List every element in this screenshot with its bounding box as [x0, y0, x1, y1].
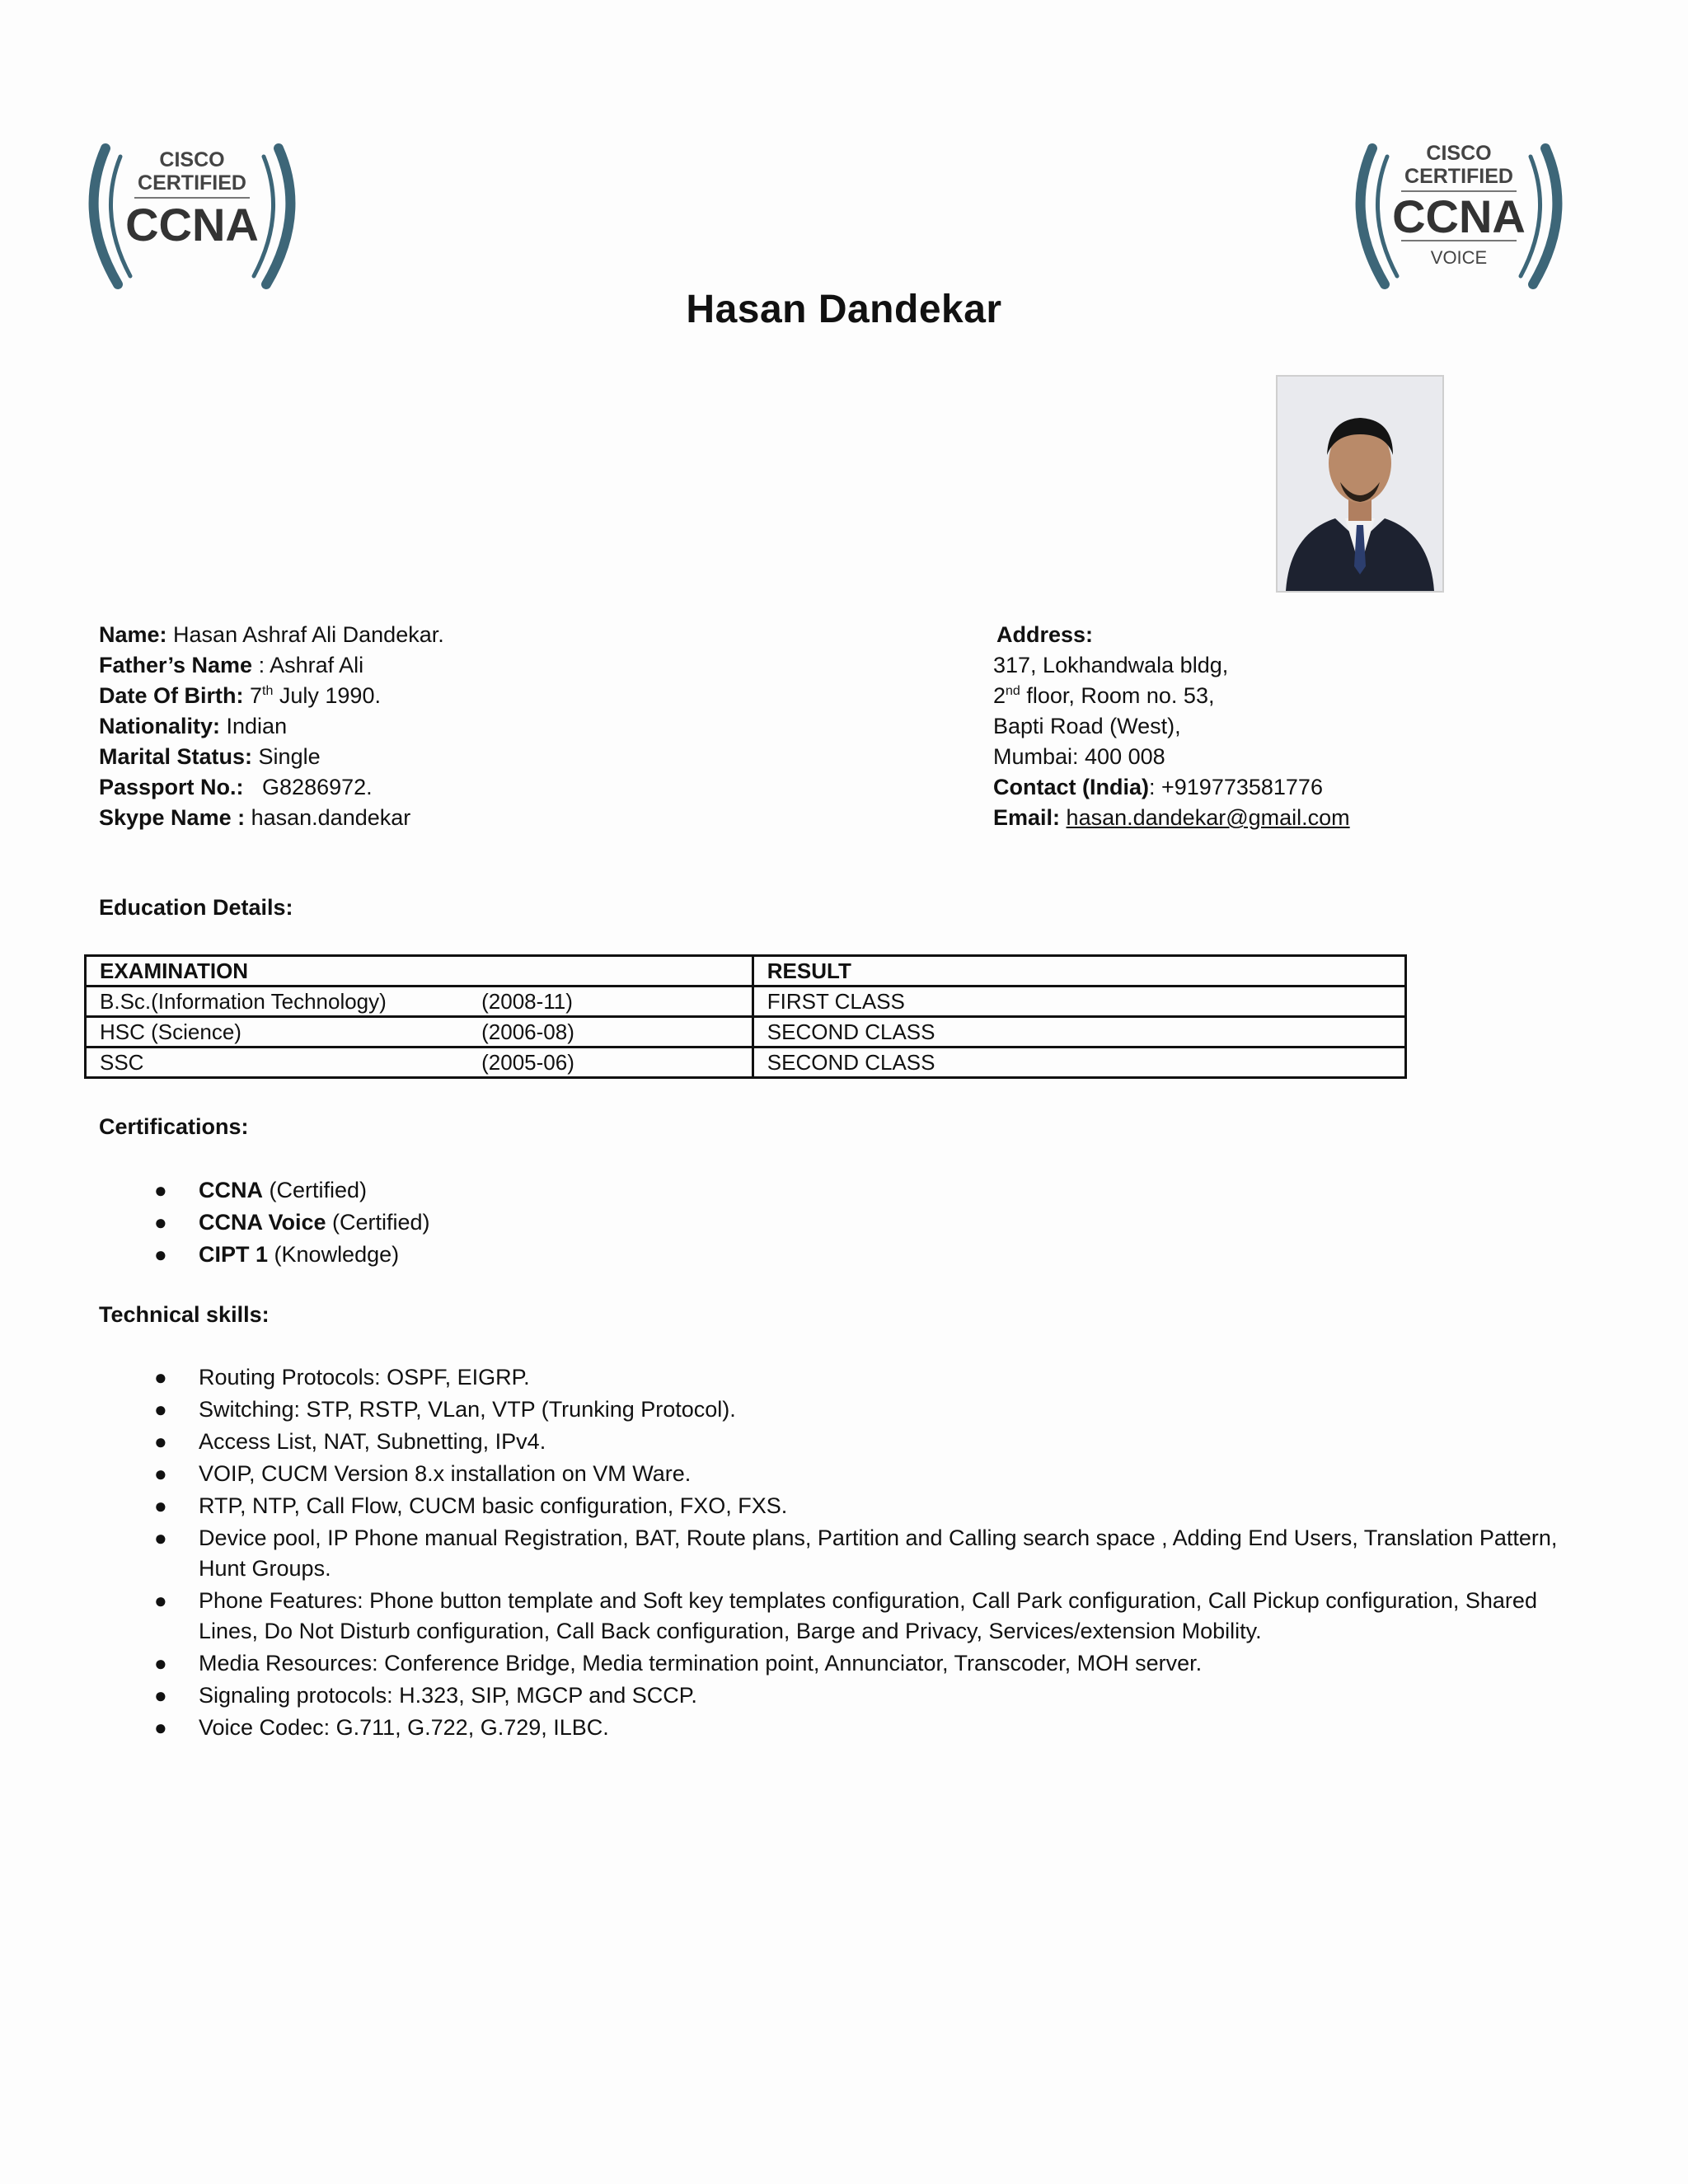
marital-status-row: Marital Status: Single [99, 744, 321, 769]
list-item: ● Signaling protocols: H.323, SIP, MGCP and SCCP. [199, 1680, 1592, 1711]
table-row: SSC (2005-06) SECOND CLASS [86, 1047, 1406, 1078]
table-header-row [86, 956, 1406, 987]
list-item: ● Routing Protocols: OSPF, EIGRP. [199, 1362, 1592, 1393]
contact-row: Contact (India): +919773581776 [993, 775, 1323, 799]
personal-details [99, 620, 444, 833]
dob-row: Date Of Birth: 7th July 1990. [99, 683, 381, 708]
logo-right-main: CCNA [1392, 190, 1526, 242]
laurel-right-icon [1521, 148, 1557, 284]
logo-right-line2: CERTIFIED [1404, 165, 1513, 188]
candidate-name-title: Hasan Dandekar [686, 288, 1002, 331]
laurel-right-icon [254, 148, 290, 284]
logo-right-line1: CISCO [1426, 142, 1492, 165]
address-line1: 317, Lokhandwala bldg, [993, 653, 1229, 677]
bullet-icon: ● [154, 1526, 167, 1550]
profile-photo [1276, 375, 1444, 593]
email-row: Email: hasan.dandekar@gmail.com [993, 805, 1350, 830]
bullet-icon: ● [154, 1178, 167, 1202]
bullet-icon: ● [154, 1429, 167, 1454]
address-line2: 2nd floor, Room no. 53, [993, 683, 1215, 708]
bullet-icon: ● [154, 1210, 167, 1235]
header-examination: EXAMINATION [86, 956, 469, 987]
list-item: ● Switching: STP, RSTP, VLan, VTP (Trunking Protocol). [199, 1394, 1592, 1425]
list-item: ● Phone Features: Phone button template and Soft key templates configuration, Call Park configuration, Call Pickup configuration, Shared Lines, Do Not Disturb configuration, Call Back configuration, Barge and Privacy, Services/extension Mobility. [199, 1586, 1592, 1647]
certifications-heading: Certifications: [99, 1114, 249, 1139]
education-heading: Education Details: [99, 895, 293, 920]
bullet-icon: ● [154, 1588, 167, 1613]
list-item: ● Voice Codec: G.711, G.722, G.729, ILBC. [199, 1713, 1592, 1743]
logo-left-main: CCNA [125, 199, 259, 251]
technical-skills-list [154, 1362, 1592, 1745]
logo-left-line1: CISCO [159, 148, 225, 171]
father-name-row: Father’s Name : Ashraf Ali [99, 653, 364, 677]
address-line4: Mumbai: 400 008 [993, 744, 1165, 769]
bullet-icon: ● [154, 1461, 167, 1486]
list-item: ● Access List, NAT, Subnetting, IPv4. [199, 1427, 1592, 1457]
logo-right-sub: VOICE [1430, 247, 1488, 268]
skype-row: Skype Name : hasan.dandekar [99, 805, 411, 830]
bullet-icon: ● [154, 1397, 167, 1422]
bullet-icon: ● [154, 1651, 167, 1675]
list-item: ● CCNA Voice (Certified) [199, 1207, 430, 1238]
address-block [993, 620, 1350, 833]
bullet-icon: ● [154, 1683, 167, 1708]
table-row: B.Sc.(Information Technology) (2008-11) FIRST CLASS [86, 987, 1406, 1017]
logo-left-line2: CERTIFIED [138, 171, 246, 194]
ccna-logo-left [73, 132, 312, 297]
list-item: ● Device pool, IP Phone manual Registration, BAT, Route plans, Partition and Calling search space , Adding End Users, Translation Pattern, Hunt Groups. [199, 1523, 1592, 1584]
nationality-row: Nationality: Indian [99, 714, 288, 738]
bullet-icon: ● [154, 1365, 167, 1390]
bullet-icon: ● [154, 1242, 167, 1267]
list-item: ● CCNA (Certified) [199, 1175, 430, 1206]
bullet-icon: ● [154, 1715, 167, 1740]
list-item: ● Media Resources: Conference Bridge, Media termination point, Annunciator, Transcoder, MOH server. [199, 1648, 1592, 1679]
bullet-icon: ● [154, 1493, 167, 1518]
address-label: Address: [996, 622, 1094, 647]
education-table [84, 954, 1407, 1079]
list-item: ● RTP, NTP, Call Flow, CUCM basic configuration, FXO, FXS. [199, 1491, 1592, 1521]
ccna-voice-logo-right [1339, 132, 1578, 297]
email-link[interactable]: hasan.dandekar@gmail.com [1066, 805, 1350, 830]
list-item: ● VOIP, CUCM Version 8.x installation on VM Ware. [199, 1459, 1592, 1489]
table-row: HSC (Science) (2006-08) SECOND CLASS [86, 1017, 1406, 1047]
passport-row: Passport No.: G8286972. [99, 775, 373, 799]
address-line3: Bapti Road (West), [993, 714, 1181, 738]
name-row: Name: Hasan Ashraf Ali Dandekar. [99, 622, 444, 647]
list-item: ● CIPT 1 (Knowledge) [199, 1240, 430, 1270]
technical-skills-heading: Technical skills: [99, 1302, 270, 1327]
header-result: RESULT [753, 956, 1405, 987]
certifications-list [154, 1175, 430, 1272]
